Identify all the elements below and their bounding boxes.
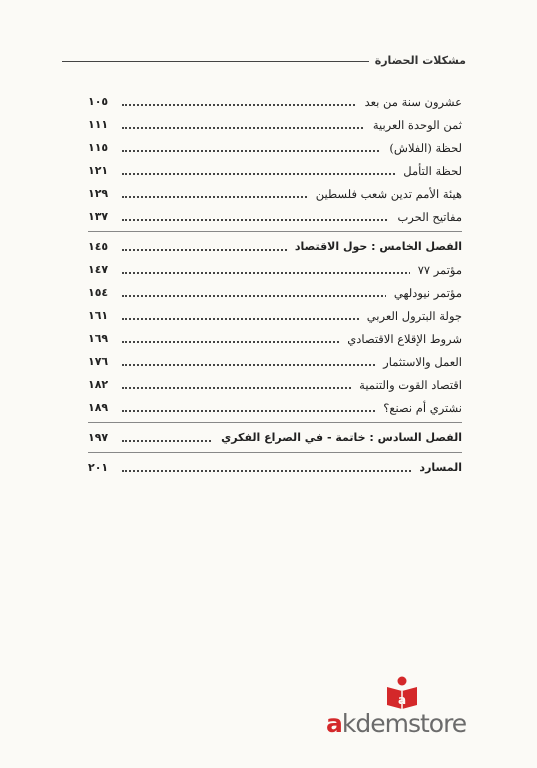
toc-title: الفصل السادس : خاتمة - في الصراع الفكري xyxy=(213,430,462,446)
section-divider xyxy=(88,422,462,423)
toc-entry-row xyxy=(88,373,462,396)
toc-title: هيئة الأمم تدين شعب فلسطين xyxy=(308,186,462,202)
brand-wordmark: akdemstore xyxy=(326,709,467,738)
toc-page-number: ١٢٩ xyxy=(88,186,114,202)
toc-title: لحظة التأمل xyxy=(395,163,462,179)
toc-entry-row xyxy=(88,90,462,113)
toc-entry-row xyxy=(88,258,462,281)
toc-entry-row xyxy=(88,396,462,419)
book-reader-icon xyxy=(384,675,420,711)
toc-page-number: ١٨٩ xyxy=(88,400,114,416)
toc-page-number: ١٧٦ xyxy=(88,354,114,370)
toc-page-number: ١٤٥ xyxy=(88,239,114,255)
toc-title: مؤتمر نيودلهي xyxy=(386,285,462,301)
toc-title: عشرون سنة من بعد xyxy=(357,94,462,110)
toc-entry-row xyxy=(88,350,462,373)
toc-page-number: ١٦٩ xyxy=(88,331,114,347)
toc-page-number: ١١٥ xyxy=(88,140,114,156)
toc-page-number: ٢٠١ xyxy=(88,460,114,476)
toc-title: لحظة (الفلاش) xyxy=(381,140,462,156)
toc-entry-row xyxy=(88,113,462,136)
toc-page-number: ١٩٧ xyxy=(88,430,114,446)
toc-entry-row xyxy=(88,304,462,327)
toc-title: شروط الإقلاع الاقتصادي xyxy=(339,331,462,347)
toc-page-number: ١٣٧ xyxy=(88,209,114,225)
running-header xyxy=(62,52,466,72)
section-divider xyxy=(88,452,462,453)
toc-chapter-row xyxy=(88,426,462,449)
toc-page-number: ١٠٥ xyxy=(88,94,114,110)
toc-entry-row xyxy=(88,159,462,182)
toc-entry-row xyxy=(88,136,462,159)
toc-page-number: ١٨٢ xyxy=(88,377,114,393)
toc-title: مفاتيح الحرب xyxy=(389,209,462,225)
toc-chapter-row xyxy=(88,456,462,479)
svg-text:a: a xyxy=(397,693,407,707)
toc-title: مؤتمر ٧٧ xyxy=(410,262,462,278)
toc-title: اقتصاد القوت والتنمية xyxy=(351,377,462,393)
toc-title: العمل والاستثمار xyxy=(375,354,462,370)
toc-page-number: ١١١ xyxy=(88,117,114,133)
toc-chapter-row xyxy=(88,235,462,258)
toc-title: ثمن الوحدة العربية xyxy=(365,117,462,133)
book-title: مشكلات الحضارة xyxy=(369,52,466,70)
toc-entry-row xyxy=(88,205,462,228)
section-divider xyxy=(88,231,462,232)
toc-page-number: ١٢١ xyxy=(88,163,114,179)
toc-title: المسارد xyxy=(411,460,462,476)
akdemstore-logo xyxy=(326,675,486,745)
toc-page-number: ١٦١ xyxy=(88,308,114,324)
toc-entry-row xyxy=(88,281,462,304)
toc-title: نشتري أم نصنع؟ xyxy=(375,400,462,416)
toc-page-number: ١٤٧ xyxy=(88,262,114,278)
toc-title: جولة البترول العربي xyxy=(359,308,462,324)
toc-entry-row xyxy=(88,182,462,205)
toc-title: الفصل الخامس : حول الاقتصاد xyxy=(287,239,462,255)
table-of-contents xyxy=(88,90,462,479)
toc-page-number: ١٥٤ xyxy=(88,285,114,301)
toc-entry-row xyxy=(88,327,462,350)
